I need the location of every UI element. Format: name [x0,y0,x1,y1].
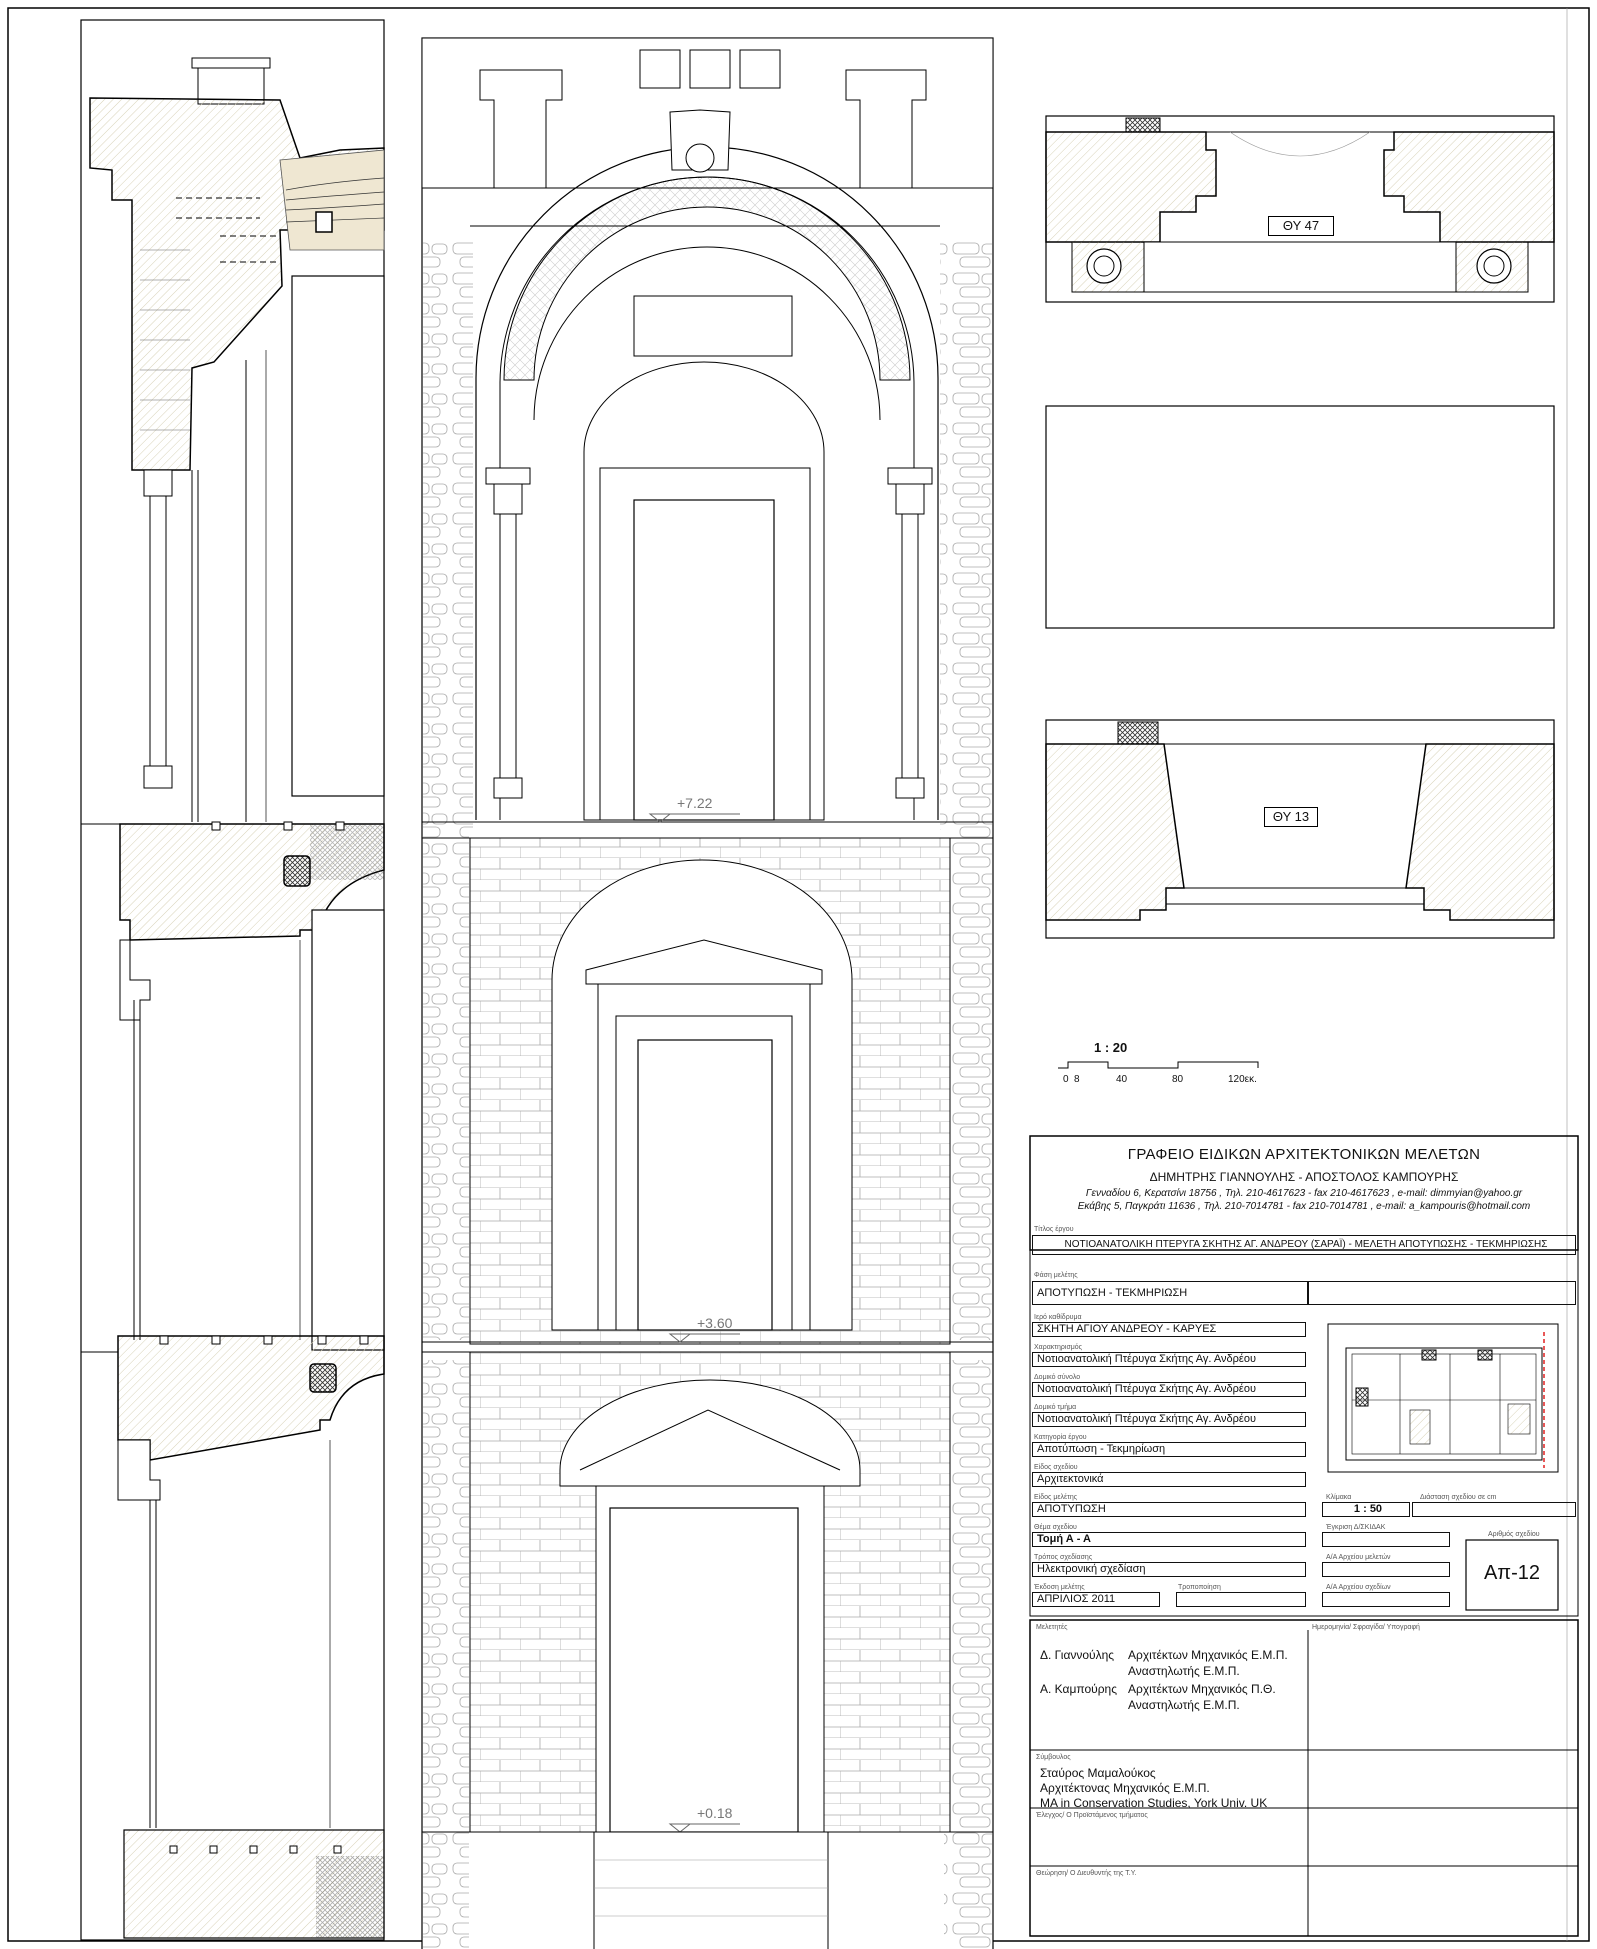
scale-tick-120: 120εκ. [1228,1074,1257,1085]
office-name: ΓΡΑΦΕΙΟ ΕΙΔΙΚΩΝ ΑΡΧΙΤΕΚΤΟΝΙΚΩΝ ΜΕΛΕΤΩΝ [1127,1146,1481,1163]
facade-elevation [422,38,993,1949]
designer-1-role2: Αναστηλωτής Ε.Μ.Π. [1128,1664,1240,1678]
label-drawing-no: Αριθμός σχεδίου [1488,1531,1540,1538]
office-partners: ΔΗΜΗΤΡΗΣ ΓΙΑΝΝΟΥΛΗΣ - ΑΠΟΣΤΟΛΟΣ ΚΑΜΠΟΥΡΗΣ [1149,1170,1459,1184]
field-complex: Νοτιοανατολική Πτέρυγα Σκήτης Αγ. Ανδρέου [1032,1382,1306,1397]
detail-empty [1046,406,1554,628]
detail-thy47 [1046,116,1554,302]
label-project-title: Τίτλος έργου [1034,1226,1074,1233]
field-method: Ηλεκτρονική σχεδίαση [1032,1562,1306,1577]
field-subject: Τομή Α - Α [1032,1532,1306,1547]
field-archive-studies [1322,1562,1450,1577]
scale-tick-80: 80 [1172,1074,1184,1085]
designer-1-role1: Αρχιτέκτων Μηχανικός Ε.Μ.Π. [1128,1648,1288,1662]
designer-1-name: Δ. Γιαννούλης [1040,1648,1115,1662]
elevation-mark-722: +7.22 [677,795,713,811]
label-advisor: Σύμβουλος [1036,1754,1071,1761]
label-check: Έλεγχος/ Ο Προϊστάμενος τμήματος [1036,1812,1148,1819]
elevation-mark-018: +0.18 [697,1805,733,1821]
drawing-number: Απ-12 [1483,1562,1541,1584]
advisor-name: Σταύρος Μαμαλούκος [1040,1766,1156,1780]
label-approval: Έγκριση Δ/ΣΚΙΔΑΚ [1326,1524,1386,1531]
field-drawing-type: Αρχιτεκτονικά [1032,1472,1306,1487]
advisor-title: Αρχιτέκτονας Μηχανικός Ε.Μ.Π. [1040,1781,1210,1795]
field-approval [1322,1532,1450,1547]
label-category: Κατηγορία έργου [1034,1434,1087,1441]
field-revision [1176,1592,1306,1607]
scale-tick-0: 0 [1063,1074,1069,1085]
designer-2-role2: Αναστηλωτής Ε.Μ.Π. [1128,1698,1240,1712]
elevation-mark-360: +3.60 [697,1315,733,1331]
field-category: Αποτύπωση - Τεκμηρίωση [1032,1442,1306,1457]
field-scale: 1 : 50 [1322,1502,1410,1517]
field-date: ΑΠΡΙΛΙΟΣ 2011 [1032,1592,1160,1607]
label-archive-studies: Α/Α Αρχείου μελετών [1326,1554,1391,1561]
label-revision: Τροποποίηση [1178,1584,1221,1591]
advisor-degree: MA in Conservation Studies, York Univ. UK [1040,1796,1268,1810]
field-monument: ΣΚΗΤΗ ΑΓΙΟΥ ΑΝΔΡΕΟΥ - ΚΑΡΥΕΣ [1032,1322,1306,1337]
label-study-type: Είδος μελέτης [1034,1494,1078,1501]
label-phase: Φάση μελέτης [1034,1272,1078,1279]
field-phase-extra [1308,1281,1576,1305]
field-project-title: ΝΟΤΙΟΑΝΑΤΟΛΙΚΗ ΠΤΕΡΥΓΑ ΣΚΗΤΗΣ ΑΓ. ΑΝΔΡΕΟΥ (ΣΑΡΑΪ) - ΜΕΛΕΤΗ ΑΠΟΤΥΠΩΣΗΣ - ΤΕΚΜΗΡΙΩΣΗΣ [1032,1235,1576,1255]
designer-2-name: Α. Καμπούρης [1040,1682,1118,1696]
label-part: Δομικό τμήμα [1034,1404,1077,1411]
detail-label-thy47: ΘΥ 47 [1268,216,1334,236]
label-date: Έκδοση μελέτης [1034,1584,1085,1591]
label-designers: Μελετητές [1036,1624,1068,1631]
label-approve: Θεώρηση/ Ο Διευθυντής της Τ.Υ. [1036,1870,1137,1877]
scale-bar-title: 1 : 20 [1094,1040,1128,1055]
label-designation: Χαρακτηρισμός [1034,1344,1083,1351]
scale-bar-graphic [1058,1062,1258,1068]
label-drawing-type: Είδος σχεδίου [1034,1464,1078,1471]
label-complex: Δομικό σύνολο [1034,1374,1081,1381]
label-sheet-size: Διάσταση σχεδίου σε cm [1420,1494,1497,1501]
field-phase: ΑΠΟΤΥΠΩΣΗ - ΤΕΚΜΗΡΙΩΣΗ [1032,1281,1308,1305]
label-subject: Θέμα σχεδίου [1034,1524,1077,1531]
label-monument: Ιερό καθίδρυμα [1034,1314,1082,1321]
detail-thy13 [1046,720,1554,938]
office-address-1: Γενναδίου 6, Κερατσίνι 18756 , Τηλ. 210-4617623 - fax 210-4617623 , e-mail: dimmyian@yahoo.gr [1085,1188,1523,1199]
field-part: Νοτιοανατολική Πτέρυγα Σκήτης Αγ. Ανδρέου [1032,1412,1306,1427]
label-archive-drawings: Α/Α Αρχείου σχεδίων [1326,1584,1391,1591]
scale-tick-40: 40 [1116,1074,1128,1085]
detail-label-thy13: ΘΥ 13 [1264,807,1318,827]
label-date-sign: Ημερομηνία/ Σφραγίδα/ Υπογραφή [1312,1624,1420,1631]
key-plan [1346,1332,1544,1468]
field-archive-drawings [1322,1592,1450,1607]
scale-tick-8: 8 [1074,1074,1080,1085]
office-address-2: Εκάβης 5, Παγκράτι 11636 , Τηλ. 210-7014781 - fax 210-7014781 , e-mail: a_kampouris@hotmail.com [1077,1201,1531,1212]
designer-2-role1: Αρχιτέκτων Μηχανικός Π.Θ. [1128,1682,1276,1696]
section-panel-left [81,20,384,1940]
field-study-type: ΑΠΟΤΥΠΩΣΗ [1032,1502,1306,1517]
label-scale: Κλίμακα [1326,1494,1352,1501]
field-sheet-size [1412,1502,1576,1517]
field-designation: Νοτιοανατολική Πτέρυγα Σκήτης Αγ. Ανδρέου [1032,1352,1306,1367]
label-method: Τρόπος σχεδίασης [1034,1554,1093,1561]
